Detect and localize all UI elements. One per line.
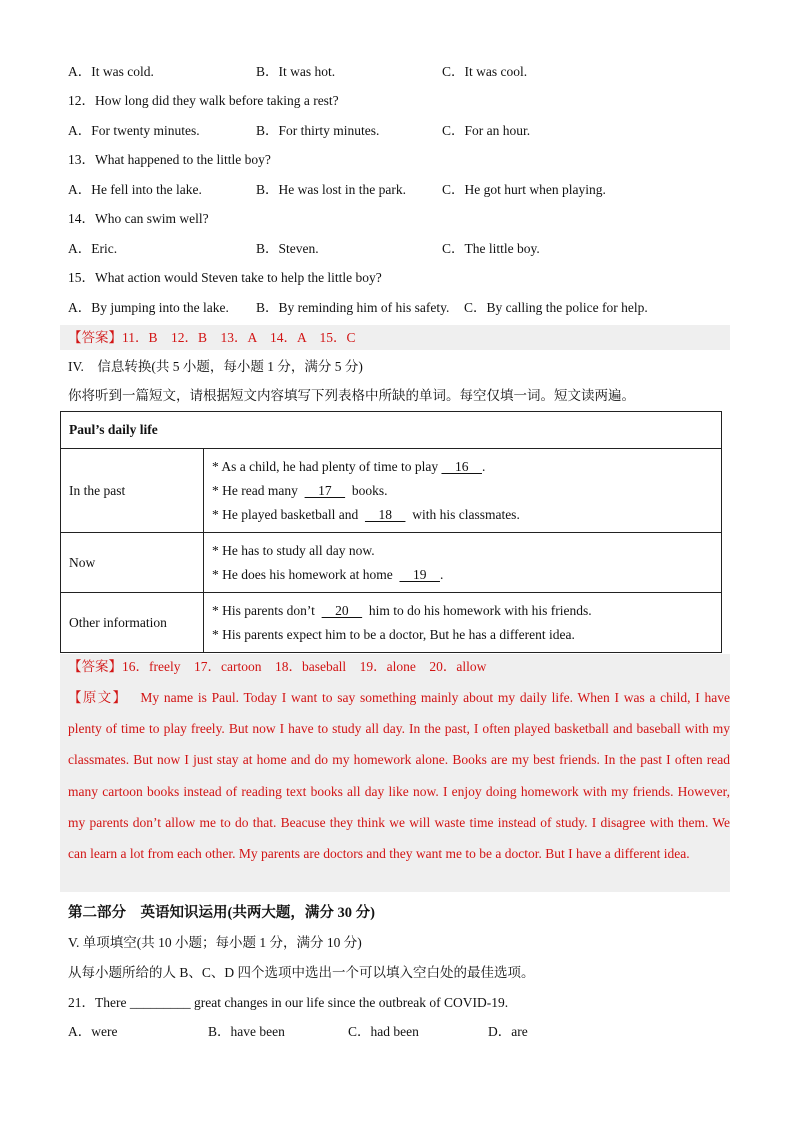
q15-question: 15．What action would Steven take to help the little boy? — [68, 270, 382, 285]
q12-question: 12．How long did they walk before taking a rest? — [68, 93, 339, 108]
q14-option-b: B．Steven. — [256, 241, 319, 256]
q14-option-a: A．Eric. — [68, 241, 118, 256]
blank-18: 18 — [364, 506, 406, 522]
line-text: . — [439, 566, 444, 582]
line-text: books. — [345, 482, 388, 498]
q13-option-c: C．He got hurt when playing. — [442, 182, 606, 197]
row-label: Now — [61, 533, 204, 593]
q13-question: 13．What happened to the little boy? — [68, 152, 271, 167]
row-label: In the past — [61, 449, 204, 533]
original-text: My name is Paul. Today I want to say something mainly about my daily life. When I was a child, I have plenty of time to play freely. But now I have to study all day. In the past, I often played basketball and baseball with my classmates. But now I just stay at home and do my homework alone. Books are my best friends. In the past I often read many cartoon books instead of reading text books all day like now. I enjoy doing homework with my friends. However, my parents don’t allow me to do that. Beacuse they think we will waste time instead of study. I disagree with them. We can learn a lot from each other. My parents are doctors and they want me to be a doctor. But I have a different idea. — [68, 690, 731, 862]
answer-block-11-15 — [60, 325, 730, 350]
table-header: Paul’s daily life — [61, 412, 722, 449]
line-text: * He played basketball and — [212, 506, 365, 522]
table-row — [61, 593, 722, 653]
row-content — [204, 533, 722, 593]
q21-option-c: C．had been — [348, 1024, 419, 1039]
info-table — [60, 411, 722, 653]
q14-option-c: C．The little boy. — [442, 241, 540, 256]
line-text: * He does his homework at home — [212, 566, 400, 582]
section-5-instruction: 从每小题所给的人 B、C、D 四个选项中选出一个可以填入空白处的最佳选项。 — [68, 965, 535, 980]
blank-16: 16 — [441, 458, 482, 474]
q14-question: 14．Who can swim well? — [68, 211, 209, 226]
q15-option-c: C．By calling the police for help. — [464, 300, 648, 315]
section-5-title: V. 单项填空(共 10 小题；每小题 1 分，满分 10 分) — [68, 935, 362, 950]
line-text: him to do his homework with his friends. — [362, 602, 592, 618]
q11-option-b: B．It was hot. — [256, 64, 336, 79]
row-label: Other information — [61, 593, 204, 653]
q11-option-c: C．It was cool. — [442, 64, 528, 79]
blank-17: 17 — [304, 482, 346, 498]
answer-text: 16．freely 17．cartoon 18．baseball 19．alone 20．allow — [122, 659, 487, 674]
line-text: * His parents expect him to be a doctor, But he has a different idea. — [212, 626, 575, 642]
table-row — [61, 533, 722, 593]
answer-label: 【答案】 — [68, 659, 122, 674]
line-text: * He read many — [212, 482, 305, 498]
answer-block-16-20 — [60, 654, 730, 679]
q21-option-d: D．are — [488, 1024, 528, 1039]
row-content — [204, 449, 722, 533]
line-text: * His parents don’t — [212, 602, 322, 618]
answer-text: 11．B 12．B 13．A 14．A 15．C — [122, 330, 356, 345]
original-text-block — [60, 679, 730, 892]
row-content — [204, 593, 722, 653]
q21-question: 21．There _________ great changes in our life since the outbreak of COVID-19. — [68, 995, 509, 1010]
blank-19: 19 — [399, 566, 440, 582]
section-4-instruction: 你将听到一篇短文，请根据短文内容填写下列表格中所缺的单词。每空仅填一词。短文读两遍。 — [68, 388, 635, 403]
part-2-title: 第二部分 英语知识运用(共两大题，满分 30 分) — [68, 905, 375, 921]
q12-option-a: A．For twenty minutes. — [68, 123, 200, 138]
q11-option-a: A．It was cold. — [68, 64, 154, 79]
q21-option-a: A．were — [68, 1024, 118, 1039]
q12-option-b: B．For thirty minutes. — [256, 123, 380, 138]
q15-option-b: B．By reminding him of his safety. — [256, 300, 450, 315]
original-label: 【原文】 — [68, 690, 121, 705]
line-text: . — [481, 458, 486, 474]
answer-label: 【答案】 — [68, 330, 122, 345]
q21-option-b: B．have been — [208, 1024, 285, 1039]
line-text: * He has to study all day now. — [212, 542, 375, 558]
blank-20: 20 — [321, 602, 363, 618]
section-4-title: IV. 信息转换(共 5 小题，每小题 1 分，满分 5 分) — [68, 359, 363, 374]
q15-option-a: A．By jumping into the lake. — [68, 300, 229, 315]
table-row — [61, 449, 722, 533]
q13-option-b: B．He was lost in the park. — [256, 182, 406, 197]
q12-option-c: C．For an hour. — [442, 123, 531, 138]
line-text: with his classmates. — [405, 506, 520, 522]
line-text: * As a child, he had plenty of time to play — [212, 458, 442, 474]
q13-option-a: A．He fell into the lake. — [68, 182, 202, 197]
